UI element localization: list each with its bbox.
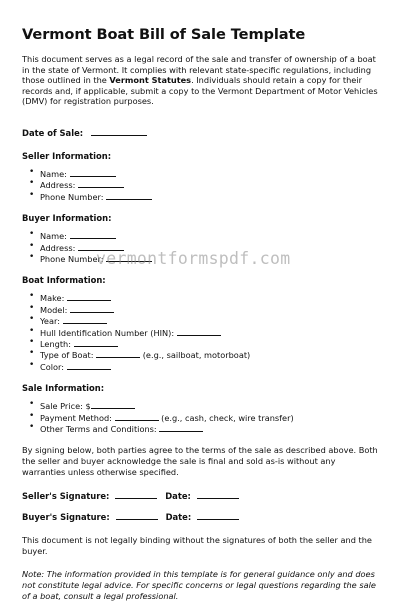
intro-text-2: . Individuals should retain a copy for their records and, if applicable, submit a copy to the Vermont Department of Motor Vehicles (DMV) for registration purposes. — [22, 75, 378, 107]
date-of-sale-blank[interactable] — [91, 127, 147, 136]
payment-method-blank[interactable] — [115, 412, 159, 421]
seller-signature-label: Seller's Signature: — [22, 491, 110, 502]
seller-section — [22, 151, 380, 202]
boat-section — [22, 275, 380, 372]
buyer-address-label: Address: — [40, 242, 76, 253]
buyer-phone-label: Phone Number: — [40, 254, 104, 264]
seller-heading: Seller Information: — [22, 150, 112, 161]
buyer-name-blank[interactable] — [70, 230, 116, 239]
boat-model-blank[interactable] — [70, 304, 114, 313]
other-terms-item — [40, 423, 380, 434]
sale-heading: Sale Information: — [22, 383, 105, 394]
boat-hin-label: Hull Identification Number (HIN): — [40, 327, 175, 338]
intro-bold-statutes: Vermont Statutes — [109, 75, 192, 86]
boat-color-label: Color: — [40, 361, 64, 372]
intro-text-1: This document serves as a legal record of the sale and transfer of ownership of a boat in the state of Vermont. It complies with relevant state-specific regulations, including those outlined in the — [22, 54, 376, 86]
sale-fields — [22, 400, 380, 434]
boat-length-blank[interactable] — [74, 338, 118, 347]
boat-color-blank[interactable] — [67, 361, 111, 370]
buyer-signature-label: Buyer's Signature: — [22, 512, 110, 523]
buyer-heading: Buyer Information: — [22, 213, 112, 224]
document-title: Vermont Boat Bill of Sale Template — [22, 26, 306, 43]
intro-paragraph — [22, 54, 380, 107]
document-page — [22, 26, 380, 601]
boat-make-blank[interactable] — [67, 292, 111, 301]
date-of-sale-label: Date of Sale: — [22, 127, 84, 138]
sale-price-item — [40, 400, 380, 411]
other-terms-blank[interactable] — [159, 423, 203, 432]
seller-name-item — [40, 168, 380, 179]
seller-signature-blank[interactable] — [115, 490, 157, 499]
legal-note: Note: The information provided in this template is for general guidance only and does not constitute legal advice. For specific concerns or legal questions regarding the sale of a boat, consult a legal professional. — [22, 569, 376, 601]
sale-price-label: Sale Price: $ — [40, 401, 91, 412]
seller-date-blank[interactable] — [197, 490, 239, 499]
seller-signature-row — [22, 490, 380, 502]
boat-hin-item — [40, 327, 380, 338]
boat-type-blank[interactable] — [96, 349, 140, 358]
boat-length-item — [40, 338, 380, 349]
seller-address-item — [40, 179, 380, 190]
date-of-sale-row — [22, 121, 380, 140]
seller-phone-item — [40, 191, 380, 202]
seller-phone-label: Phone Number: — [40, 191, 104, 202]
boat-length-label: Length: — [40, 339, 71, 350]
boat-make-label: Make: — [40, 293, 65, 304]
payment-method-hint: (e.g., cash, check, wire transfer) — [161, 412, 294, 423]
buyer-date-blank[interactable] — [197, 511, 239, 520]
boat-type-hint: (e.g., sailboat, motorboat) — [142, 350, 251, 361]
payment-method-item — [40, 412, 380, 423]
boat-color-item — [40, 361, 380, 372]
buyer-name-label: Name: — [40, 231, 67, 242]
payment-method-label: Payment Method: — [40, 412, 112, 423]
seller-address-label: Address: — [40, 180, 76, 191]
watermark-text: vermontformspdf.com — [96, 249, 291, 268]
seller-date-label: Date: — [165, 491, 191, 502]
agreement-paragraph: By signing below, both parties agree to the terms of the sale as described above. Both the seller and buyer acknowledge the sale is final and sold as-is without any warranties unless otherwise specified. — [22, 445, 378, 477]
buyer-signature-blank[interactable] — [116, 511, 158, 520]
boat-model-item — [40, 304, 380, 315]
seller-phone-blank[interactable] — [106, 191, 152, 200]
sale-price-blank[interactable] — [91, 400, 135, 409]
boat-make-item — [40, 292, 380, 303]
boat-heading: Boat Information: — [22, 275, 106, 286]
boat-year-label: Year: — [40, 316, 60, 327]
buyer-signature-row — [22, 511, 380, 523]
boat-year-item — [40, 315, 380, 326]
boat-hin-blank[interactable] — [177, 327, 221, 336]
boat-type-item — [40, 349, 380, 360]
seller-fields — [22, 168, 380, 202]
buyer-name-item — [40, 230, 380, 241]
boat-model-label: Model: — [40, 304, 68, 315]
binding-statement: This document is not legally binding without the signatures of both the seller and the buyer. — [22, 535, 372, 556]
boat-fields — [22, 292, 380, 372]
seller-address-blank[interactable] — [78, 179, 124, 188]
seller-name-blank[interactable] — [70, 168, 116, 177]
buyer-date-label: Date: — [165, 512, 192, 523]
other-terms-label: Other Terms and Conditions: — [40, 424, 157, 435]
seller-name-label: Name: — [40, 168, 67, 179]
boat-year-blank[interactable] — [63, 315, 107, 324]
boat-type-label: Type of Boat: — [40, 350, 94, 361]
sale-section — [22, 383, 380, 434]
